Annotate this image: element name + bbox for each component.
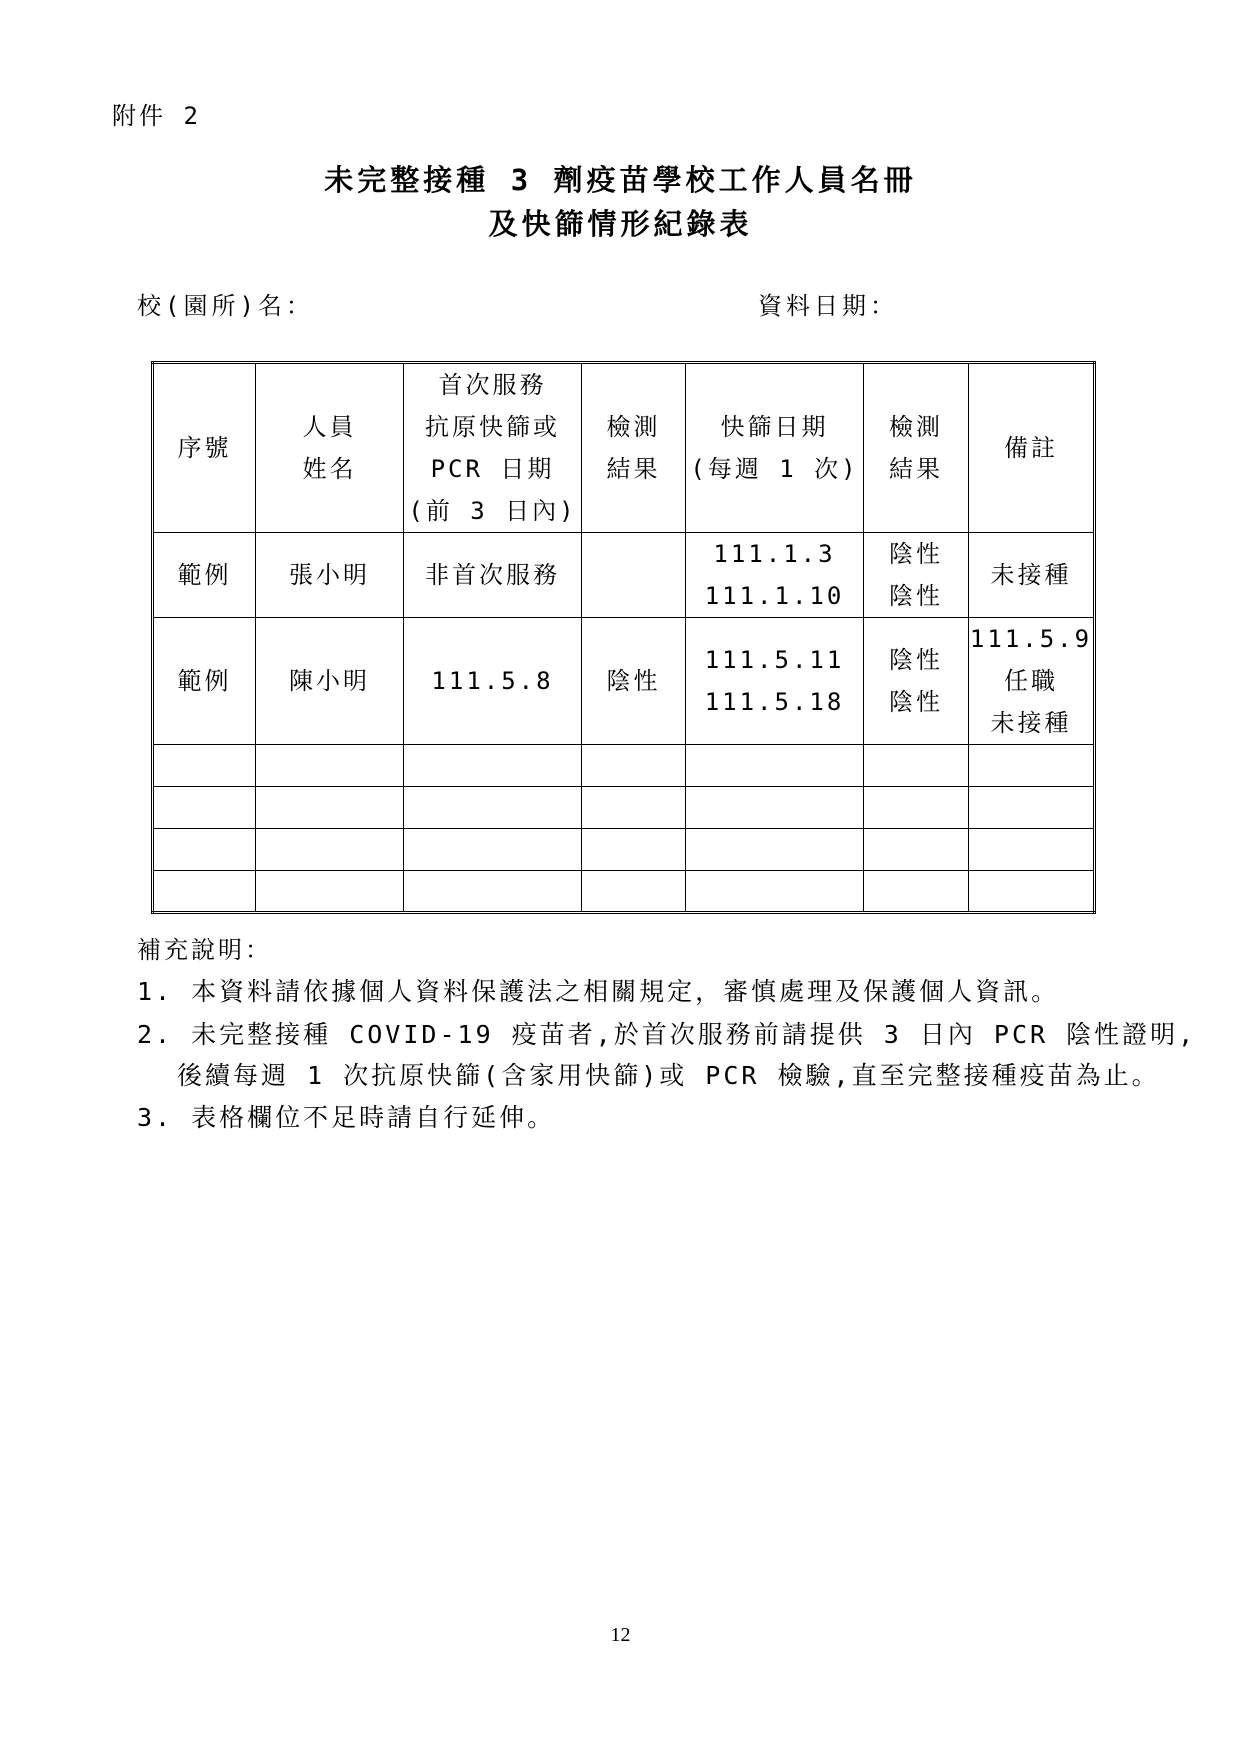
empty-cell [864,745,969,787]
document-subtitle: 及快篩情形紀錄表 [488,207,753,241]
note-3: 3. 表格欄位不足時請自行延伸。 [137,1103,556,1132]
cell-screen-dates: 111.1.3 111.1.10 [686,533,864,618]
cell-serial: 範例 [153,533,256,618]
notes-heading: 補充說明： [137,936,272,964]
table-row [153,745,1095,787]
empty-cell [256,787,404,829]
table-row [153,618,1095,745]
empty-cell [969,871,1095,913]
table-row [153,871,1095,913]
header-row [153,363,1095,533]
empty-cell [404,829,582,871]
empty-cell [256,829,404,871]
page-number: 12 [610,1624,631,1646]
cell-remark: 未接種 [969,533,1095,618]
empty-cell [864,787,969,829]
empty-cell [582,871,686,913]
empty-cell [256,745,404,787]
cell-screen-dates: 111.5.11 111.5.18 [686,618,864,745]
empty-cell [404,745,582,787]
empty-cell [969,787,1095,829]
header-result-1: 檢測 結果 [582,363,686,533]
empty-cell [404,871,582,913]
staff-record-table [151,361,1096,914]
empty-cell [582,745,686,787]
empty-cell [582,787,686,829]
cell-serial: 範例 [153,618,256,745]
cell-name: 陳小明 [256,618,404,745]
cell-remark: 111.5.9 任職 未接種 [969,618,1095,745]
empty-cell [686,829,864,871]
empty-cell [864,829,969,871]
empty-cell [969,745,1095,787]
note-2-line-2: 後續每週 1 次抗原快篩(含家用快篩)或 PCR 檢驗,直至完整接種疫苗為止。 [177,1061,1160,1090]
data-date-label: 資料日期： [758,292,898,320]
cell-first-test: 111.5.8 [404,618,582,745]
cell-result-1: 陰性 [582,618,686,745]
cell-result-1 [582,533,686,618]
annex-label: 附件 2 [112,102,201,130]
cell-first-test: 非首次服務 [404,533,582,618]
empty-cell [256,871,404,913]
table-row [153,829,1095,871]
cell-result-2: 陰性 陰性 [864,533,969,618]
header-remark: 備註 [969,363,1095,533]
school-name-label: 校(園所)名： [137,292,314,320]
empty-cell [153,871,256,913]
empty-cell [153,829,256,871]
header-screen-date: 快篩日期 (每週 1 次) [686,363,864,533]
document-title: 未完整接種 3 劑疫苗學校工作人員名冊 [324,163,917,197]
header-first-test-date: 首次服務 抗原快篩或 PCR 日期 (前 3 日內) [404,363,582,533]
empty-cell [686,871,864,913]
cell-name: 張小明 [256,533,404,618]
note-1: 1. 本資料請依據個人資料保護法之相關規定，審慎處理及保護個人資訊。 [137,977,1060,1006]
empty-cell [582,829,686,871]
empty-cell [153,787,256,829]
cell-result-2: 陰性 陰性 [864,618,969,745]
header-serial: 序號 [153,363,256,533]
note-2-line-1: 2. 未完整接種 COVID-19 疫苗者,於首次服務前請提供 3 日內 PCR 陰性證明, [137,1020,1197,1049]
empty-cell [686,787,864,829]
header-result-2: 檢測 結果 [864,363,969,533]
table-row [153,533,1095,618]
empty-cell [153,745,256,787]
header-staff-name: 人員 姓名 [256,363,404,533]
table-row [153,787,1095,829]
empty-cell [686,745,864,787]
empty-cell [404,787,582,829]
empty-cell [864,871,969,913]
empty-cell [969,829,1095,871]
